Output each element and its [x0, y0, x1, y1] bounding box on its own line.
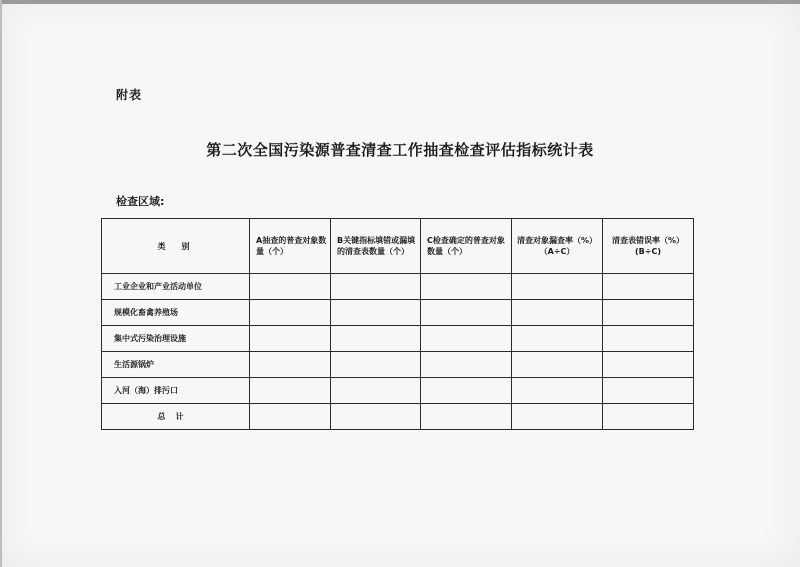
table-cell [603, 378, 694, 404]
table-total-row [102, 404, 694, 430]
header-col-b: B关键指标填错或漏填的清查表数量（个） [331, 219, 421, 274]
header-col-e: 清查表错误率（%）(B÷C) [603, 219, 694, 274]
table-cell [421, 274, 512, 300]
table-cell [421, 300, 512, 326]
total-label: 总计 [102, 404, 250, 430]
row-label: 集中式污染治理设施 [102, 326, 250, 352]
table-cell [512, 378, 603, 404]
header-col-c: C检查确定的普查对象数量（个） [421, 219, 512, 274]
table-row [102, 274, 694, 300]
table-cell [421, 404, 512, 430]
table-cell [250, 274, 331, 300]
header-col-d: 清查对象漏查率（%）（A÷C） [512, 219, 603, 274]
table-cell [512, 352, 603, 378]
table-cell [250, 404, 331, 430]
table-cell [603, 404, 694, 430]
table-cell [331, 404, 421, 430]
table-cell [421, 326, 512, 352]
table-cell [512, 326, 603, 352]
header-col-a: A抽查的普查对象数量（个） [250, 219, 331, 274]
table-cell [331, 300, 421, 326]
table-cell [421, 352, 512, 378]
table-row [102, 352, 694, 378]
table-cell [603, 274, 694, 300]
scan-edge-left [0, 0, 2, 567]
table-row [102, 300, 694, 326]
table-cell [331, 326, 421, 352]
table-cell [331, 274, 421, 300]
table-row [102, 326, 694, 352]
row-label: 入河（海）排污口 [102, 378, 250, 404]
scan-edge-top [0, 0, 800, 4]
row-label: 工业企业和产业活动单位 [102, 274, 250, 300]
table-header-row [102, 219, 694, 274]
document-title: 第二次全国污染源普查清查工作抽查检查评估指标统计表 [206, 141, 594, 159]
table-cell [603, 300, 694, 326]
annex-label: 附表 [116, 88, 143, 102]
table-cell [512, 274, 603, 300]
statistics-table [101, 218, 694, 430]
row-label: 规模化畜禽养殖场 [102, 300, 250, 326]
table-cell [603, 352, 694, 378]
table-cell [250, 300, 331, 326]
table-cell [250, 352, 331, 378]
region-label: 检查区域: [116, 195, 165, 208]
table-cell [331, 352, 421, 378]
table-cell [250, 378, 331, 404]
table-cell [512, 404, 603, 430]
header-category: 类 别 [102, 219, 250, 274]
table-cell [512, 300, 603, 326]
table-row [102, 378, 694, 404]
row-label: 生活源锅炉 [102, 352, 250, 378]
table-cell [603, 326, 694, 352]
table-cell [331, 378, 421, 404]
table-cell [250, 326, 331, 352]
table-cell [421, 378, 512, 404]
